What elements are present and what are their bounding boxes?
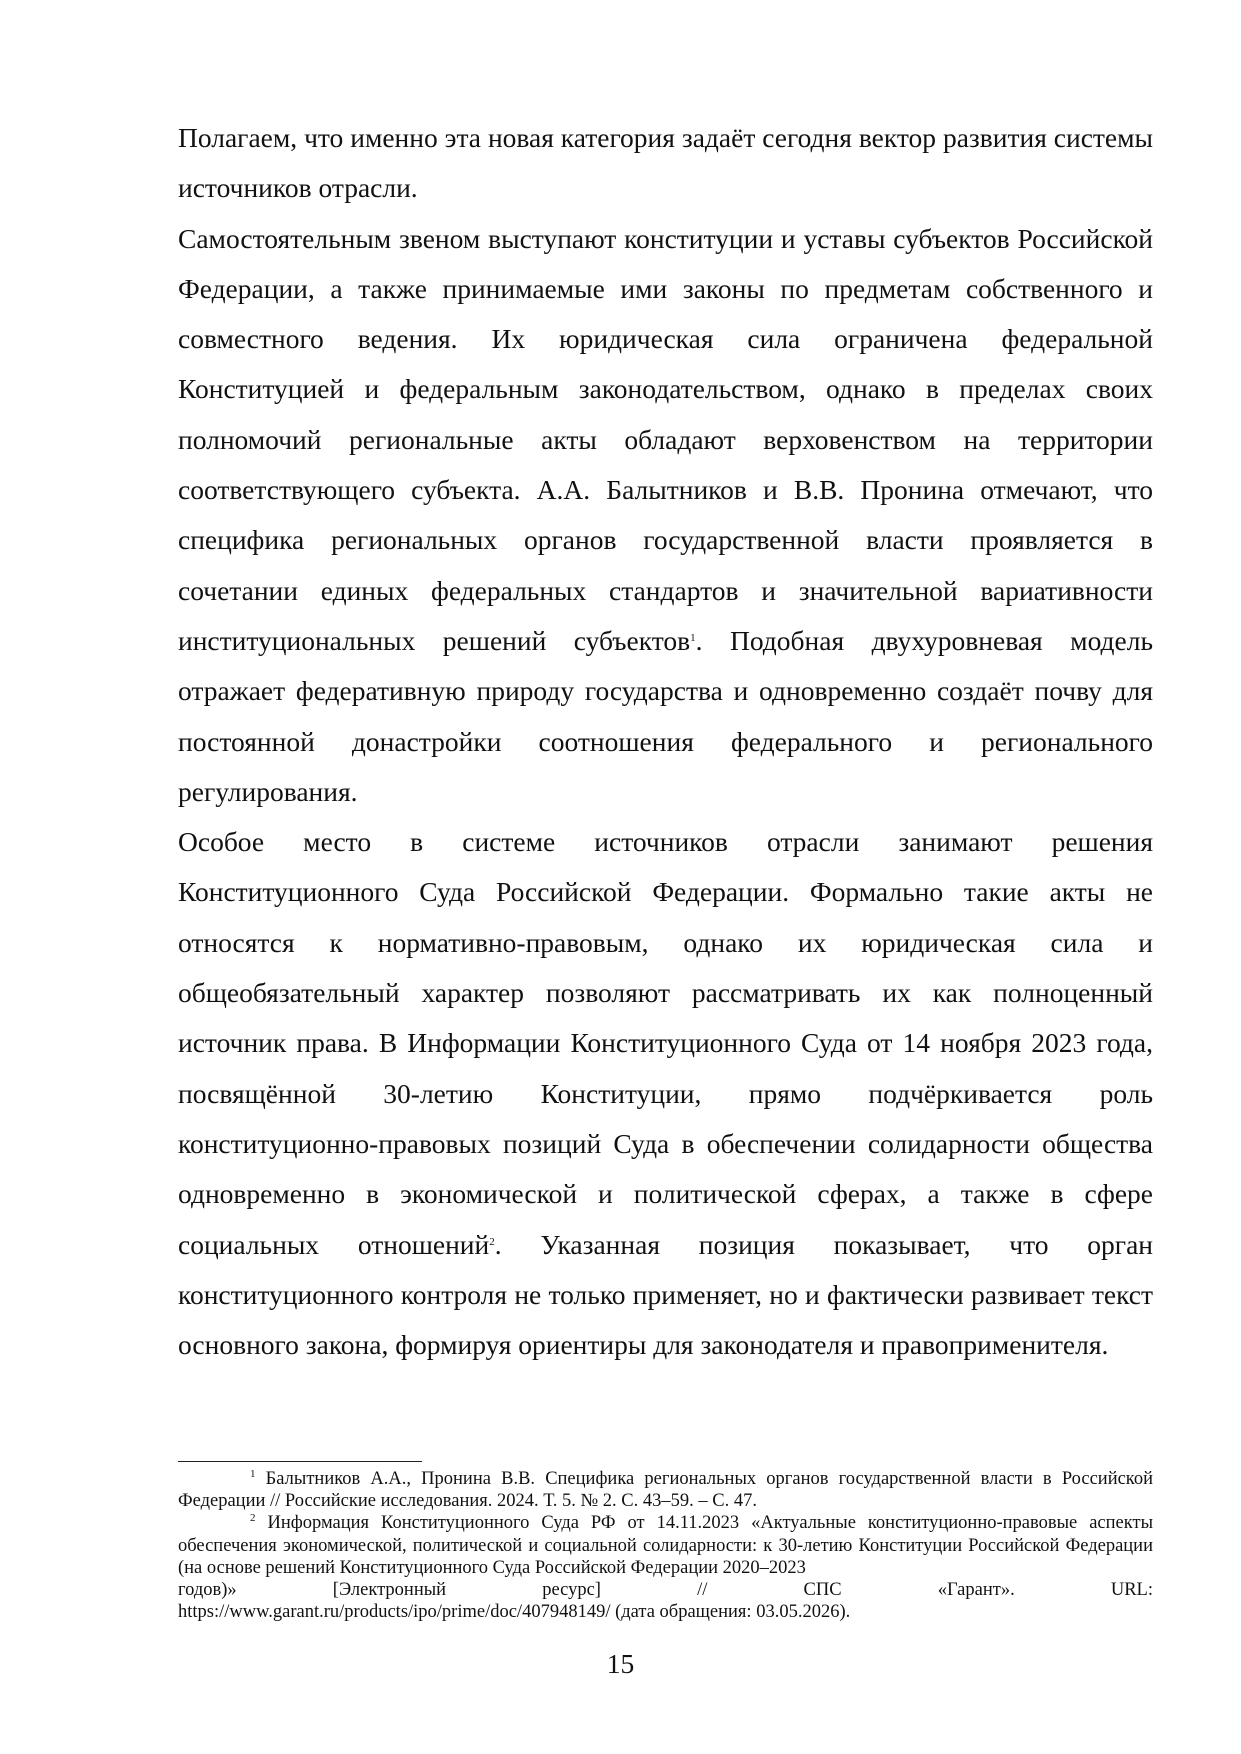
paragraph-3-text-cont: . Указанная позиция показывает, что орган конституционного контроля не только применяет, но и фактически развивает текст основного закона, формируя ориентиры для законодателя и правоприменителя. [178, 1228, 1153, 1361]
footnote-1 [178, 1468, 1153, 1512]
page-number: 15 [606, 1648, 635, 1679]
footnote-2-url[interactable]: https://www.garant.ru/products/ipo/prime/doc/407948149/ (дата обращения: 03.05.2026). [178, 1602, 851, 1623]
footnote-ref-2[interactable]: 2 [489, 1235, 495, 1248]
footnote-2-number: 2 [250, 1512, 256, 1525]
footnote-1-text: Балытников А.А., Пронина В.В. Специфика региональных органов государственной власти в Российской Федерации // Российские исследования. 2024. Т. 5. № 2. С. 43–59. – С. 47. [178, 1469, 1154, 1512]
paragraph-1-text: Полагаем, что именно эта новая категория задаёт сегодня вектор развития системы источников отрасли. [178, 122, 1153, 204]
footnote-2-source-line: годов)» [Электронный ресурс] // СПС «Гарант». URL: [178, 1580, 1153, 1601]
paragraph-3 [178, 817, 1153, 1370]
footnote-2 [178, 1512, 1153, 1623]
footnote-1-number: 1 [250, 1468, 256, 1480]
main-text [178, 113, 1153, 1370]
footnotes [178, 1468, 1153, 1623]
footnote-separator [178, 1461, 422, 1462]
footnote-ref-1[interactable]: 1 [690, 631, 696, 644]
paragraph-2-text: Самостоятельным звеном выступают конституции и уставы субъектов Российской Федерации, а также принимаемые ими законы по предметам собственного и совместного ведения. Их юридическая сила ограничена федеральной Конституцией и федеральным законодательством, однако в пределах своих полномочий региональные акты обладают верховенством на территории соответствующего субъекта. А.А. Балытников и В.В. Пронина отмечают, что специфика региональных органов государственной власти проявляется в сочетании единых федеральных стандартов и значительной вариативности институциональных решений субъектов [178, 222, 1153, 656]
paragraph-1 [178, 113, 1153, 214]
paragraph-3-text: Особое место в системе источников отрасли занимают решения Конституционного Суда Российской Федерации. Формально такие акты не относятся к нормативно-правовым, однако их юридическая сила и общеобязательный характер позволяют рассматривать их как полноценный источник права. В Информации Конституционного Суда от 14 ноября 2023 года, посвящённой 30-летию Конституции, прямо подчёркивается роль конституционно-правовых позиций Суда в обеспечении солидарности общества одновременно в экономической и политической сферах, а также в сфере социальных отношений [178, 826, 1153, 1260]
paragraph-2-text-cont: . Подобная двухуровневая модель отражает федеративную природу государства и одновременно создаёт почву для постоянной донастройки соотношения федерального и регионального регулирования. [178, 624, 1153, 807]
paragraph-2 [178, 214, 1153, 818]
footnote-2-text: Информация Конституционного Суда РФ от 14.11.2023 «Актуальные конституционно-правовые аспекты обеспечения экономической, политической и социальной солидарности: к 30-летию Конституции Российской Федерации (на основе решений Конституционного Суда Российской Федерации 2020–2023 [178, 1513, 1154, 1578]
